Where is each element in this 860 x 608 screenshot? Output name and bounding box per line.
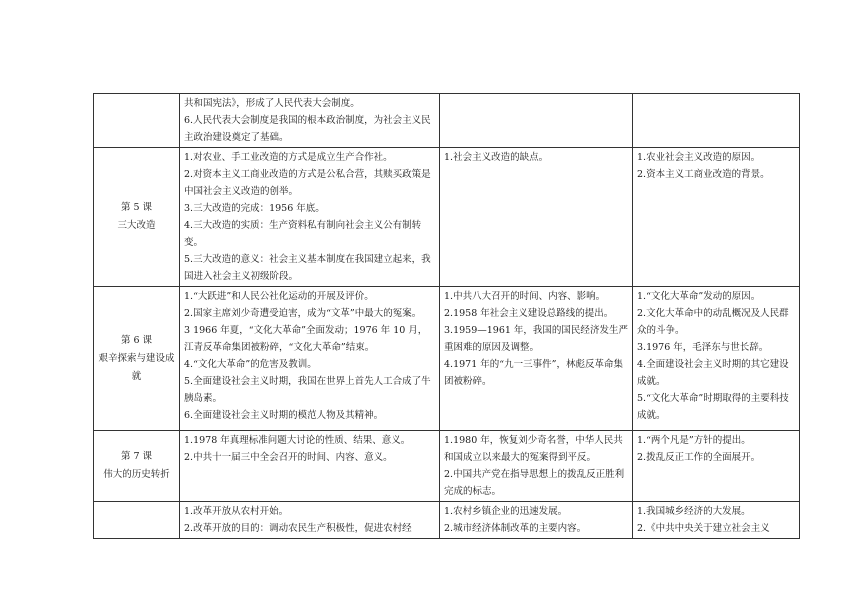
lesson-cell — [94, 502, 180, 539]
key-points-cell — [180, 287, 440, 431]
point-item: 1.我国城乡经济的大发展。 — [637, 506, 751, 517]
point-item: 3 1966 年夏，“文化大革命”全面发动；1976 年 10 月，江青反革命集团被粉碎，“文化大革命”结束。 — [184, 325, 428, 353]
key-points-cell — [180, 94, 440, 148]
point-item: 1.对农业、手工业改造的方式是成立生产合作社。 — [184, 152, 393, 163]
secondary-points-cell — [440, 502, 633, 539]
general-points-cell — [633, 287, 800, 431]
point-item: 3.1959—1961 年，我国的国民经济发生严重困难的原因及调整。 — [444, 325, 628, 353]
point-item: 1.改革开放从农村开始。 — [184, 506, 289, 517]
point-item: 5.“文化大革命”时期取得的主要科技成就。 — [637, 393, 789, 421]
lesson-number: 第 5 课 — [120, 202, 153, 213]
table-row — [94, 94, 800, 148]
point-item: 2.中共十一届三中全会召开的时间、内容、意义。 — [184, 452, 393, 463]
point-item: 3.1976 年，毛泽东与世长辞。 — [637, 342, 769, 353]
key-points-cell — [180, 431, 440, 502]
point-item: 1.“两个凡是”方针的提出。 — [637, 435, 751, 446]
lesson-cell — [94, 94, 180, 148]
point-item: 6.全面建设社会主义时期的模范人物及其精神。 — [184, 410, 384, 421]
point-item: 2.中国共产党在指导思想上的拨乱反正胜利完成的标志。 — [444, 469, 625, 497]
point-item: 2.国家主席刘少奇遭受迫害，成为“文革”中最大的冤案。 — [184, 308, 422, 319]
key-points-cell — [180, 148, 440, 287]
secondary-points-cell — [440, 94, 633, 148]
point-item: 2.文化大革命中的动乱概况及人民群众的斗争。 — [637, 308, 789, 336]
point-item: 4.“文化大革命”的危害及教训。 — [184, 359, 317, 370]
point-item: 2.拨乱反正工作的全面展开。 — [637, 452, 761, 463]
point-item: 2.资本主义工商业改造的背景。 — [637, 169, 770, 180]
point-item: 1.1980 年，恢复刘少奇名誉，中华人民共和国成立以来最大的冤案得到平反。 — [444, 435, 623, 463]
table-row — [94, 287, 800, 431]
lesson-number: 第 7 课 — [120, 451, 153, 462]
key-points-cell — [180, 502, 440, 539]
general-points-cell — [633, 94, 800, 148]
point-item: 1.“文化大革命”发动的原因。 — [637, 291, 761, 302]
lesson-cell — [94, 287, 180, 431]
point-item: 2.城市经济体制改革的主要内容。 — [444, 523, 587, 534]
general-points-cell — [633, 431, 800, 502]
table-row — [94, 148, 800, 287]
lesson-cell — [94, 148, 180, 287]
table-body — [94, 94, 800, 539]
lesson-title: 艰辛探索与建设成就 — [98, 352, 175, 382]
table-row — [94, 502, 800, 539]
point-item: 4.三大改造的实质：生产资料私有制向社会主义公有制转变。 — [184, 220, 422, 248]
lesson-title: 伟大的历史转折 — [103, 469, 170, 480]
secondary-points-cell — [440, 287, 633, 431]
secondary-points-cell — [440, 431, 633, 502]
general-points-cell — [633, 502, 800, 539]
point-item: 6.人民代表大会制度是我国的根本政治制度，为社会主义民主政治建设奠定了基础。 — [184, 115, 431, 143]
point-item: 1.农业社会主义改造的原因。 — [637, 152, 761, 163]
lesson-number: 第 6 课 — [120, 334, 153, 346]
point-item: 4.1971 年的“九一三事件”，林彪反革命集团被粉碎。 — [444, 359, 623, 387]
lesson-cell — [94, 431, 180, 502]
point-item: 2.《中共中央关于建立社会主义 — [637, 523, 770, 534]
point-item: 2.改革开放的目的：调动农民生产积极性，促进农村经 — [184, 523, 412, 534]
point-item: 1.“大跃进”和人民公社化运动的开展及评价。 — [184, 291, 374, 302]
general-points-cell — [633, 148, 800, 287]
point-item: 3.三大改造的完成：1956 年底。 — [184, 203, 325, 214]
point-item: 1.中共八大召开的时间、内容、影响。 — [444, 291, 606, 302]
table-row — [94, 431, 800, 502]
point-item: 2.1958 年社会主义建设总路线的提出。 — [444, 308, 614, 319]
lesson-title: 三大改造 — [117, 220, 156, 231]
point-item: 5.三大改造的意义：社会主义基本制度在我国建立起来，我国进入社会主义初级阶段。 — [184, 254, 431, 282]
point-item: 1.农村乡镇企业的迅速发展。 — [444, 506, 568, 517]
knowledge-table — [93, 93, 800, 539]
point-item: 2.对资本主义工商业改造的方式是公私合营，其赎买政策是中国社会主义改造的创举。 — [184, 169, 431, 197]
point-item: 5.全面建设社会主义时期，我国在世界上首先人工合成了牛胰岛素。 — [184, 376, 431, 404]
secondary-points-cell — [440, 148, 633, 287]
point-item: 共和国宪法》，形成了人民代表大会制度。 — [184, 98, 360, 109]
point-item: 4.全面建设社会主义时期的其它建设成就。 — [637, 359, 789, 387]
point-item: 1.1978 年真理标准问题大讨论的性质、结果、意义。 — [184, 435, 411, 446]
point-item: 1.社会主义改造的缺点。 — [444, 152, 549, 163]
